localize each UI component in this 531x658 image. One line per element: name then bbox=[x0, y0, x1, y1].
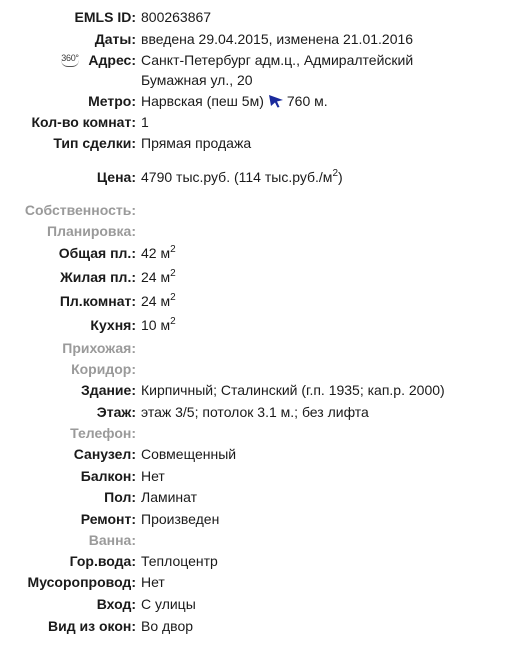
row-rooms-area bbox=[0, 291, 531, 311]
price-value bbox=[136, 167, 343, 187]
chute-label: Мусоропровод: bbox=[27, 574, 136, 590]
price-close: ) bbox=[338, 169, 343, 185]
entrance-label: Вход: bbox=[96, 596, 136, 612]
rooms-value: 1 bbox=[141, 114, 149, 130]
total-area-text: 42 м bbox=[141, 245, 171, 261]
row-deal-type bbox=[0, 133, 531, 153]
living-area-value bbox=[136, 267, 176, 287]
kitchen-sup: 2 bbox=[170, 316, 176, 327]
row-entrance bbox=[0, 594, 531, 614]
price-text: 4790 тыс.руб. (114 тыс.руб./м bbox=[141, 169, 333, 185]
total-area-label: Общая пл.: bbox=[58, 245, 136, 261]
cursor-arrow-icon[interactable] bbox=[268, 93, 284, 113]
bathroom-value: Совмещенный bbox=[141, 446, 237, 462]
hotwater-label: Гор.вода: bbox=[69, 553, 136, 569]
row-corridor bbox=[0, 359, 531, 379]
dates-label: Даты: bbox=[94, 31, 136, 47]
repair-value: Произведен bbox=[141, 511, 220, 527]
deal-type-value: Прямая продажа bbox=[141, 135, 252, 151]
metro-distance: 760 м. bbox=[286, 93, 328, 109]
pano-text: 360° bbox=[61, 53, 79, 63]
rooms-area-sup: 2 bbox=[170, 292, 176, 303]
living-area-sup: 2 bbox=[170, 268, 176, 279]
address-value bbox=[136, 50, 461, 90]
row-living-area bbox=[0, 267, 531, 287]
living-area-text: 24 м bbox=[141, 269, 171, 285]
metro-station: Нарвская (пеш 5м) bbox=[141, 93, 264, 109]
row-hall bbox=[0, 338, 531, 358]
dates-value: введена 29.04.2015, изменена 21.01.2016 bbox=[141, 31, 414, 47]
row-view bbox=[0, 616, 531, 636]
hotwater-value: Теплоцентр bbox=[141, 553, 218, 569]
floor-label: Этаж: bbox=[96, 404, 136, 420]
row-dates bbox=[0, 29, 531, 49]
ownership-label: Собственность: bbox=[24, 202, 136, 218]
row-chute bbox=[0, 572, 531, 592]
view-value: Во двор bbox=[141, 618, 194, 634]
layout-label: Планировка: bbox=[47, 223, 136, 239]
row-total-area bbox=[0, 243, 531, 263]
row-address bbox=[0, 50, 531, 90]
row-metro bbox=[0, 91, 531, 113]
row-layout bbox=[0, 221, 531, 241]
address-label: Адрес: bbox=[88, 52, 136, 68]
row-bathroom bbox=[0, 444, 531, 464]
row-floor bbox=[0, 402, 531, 422]
building-value: Кирпичный; Сталинский (г.п. 1935; кап.р. 2000) bbox=[141, 382, 445, 398]
rooms-area-value bbox=[136, 291, 176, 311]
row-ownership bbox=[0, 200, 531, 220]
chute-value: Нет bbox=[141, 574, 165, 590]
row-hotwater bbox=[0, 551, 531, 571]
row-price bbox=[0, 167, 531, 187]
address-line-2: Бумажная ул., 20 bbox=[141, 72, 253, 88]
row-bath bbox=[0, 530, 531, 550]
entrance-value: С улицы bbox=[141, 596, 196, 612]
row-phone bbox=[0, 423, 531, 443]
price-sup: 2 bbox=[332, 168, 338, 179]
rooms-label: Кол-во комнат: bbox=[31, 114, 136, 130]
view-label: Вид из окон: bbox=[48, 618, 136, 634]
phone-label: Телефон: bbox=[70, 425, 136, 441]
corridor-label: Коридор: bbox=[71, 361, 136, 377]
metro-label: Метро: bbox=[88, 93, 136, 109]
row-repair bbox=[0, 509, 531, 529]
total-area-value bbox=[136, 243, 176, 263]
row-balcony bbox=[0, 466, 531, 486]
repair-label: Ремонт: bbox=[80, 511, 136, 527]
hall-label: Прихожая: bbox=[62, 340, 136, 356]
address-line-1: Санкт-Петербург адм.ц., Адмиралтейский bbox=[141, 52, 414, 68]
row-building bbox=[0, 380, 531, 400]
flooring-value: Ламинат bbox=[141, 489, 198, 505]
floor-value: этаж 3/5; потолок 3.1 м.; без лифта bbox=[141, 404, 369, 420]
total-area-sup: 2 bbox=[170, 244, 176, 255]
balcony-value: Нет bbox=[141, 468, 165, 484]
row-rooms bbox=[0, 112, 531, 132]
rooms-area-label: Пл.комнат: bbox=[59, 293, 136, 309]
flooring-label: Пол: bbox=[104, 489, 136, 505]
building-label: Здание: bbox=[81, 382, 136, 398]
kitchen-label: Кухня: bbox=[90, 317, 136, 333]
deal-type-label: Тип сделки: bbox=[53, 135, 136, 151]
row-kitchen bbox=[0, 315, 531, 335]
living-area-label: Жилая пл.: bbox=[60, 269, 136, 285]
emls-id-label: EMLS ID: bbox=[74, 9, 136, 25]
metro-value bbox=[136, 91, 328, 113]
kitchen-text: 10 м bbox=[141, 317, 171, 333]
emls-id-value: 800263867 bbox=[141, 9, 212, 25]
balcony-label: Балкон: bbox=[80, 468, 136, 484]
rooms-area-text: 24 м bbox=[141, 293, 171, 309]
kitchen-value bbox=[136, 315, 176, 335]
row-emls-id bbox=[0, 7, 531, 27]
bath-label: Ванна: bbox=[88, 532, 136, 548]
price-label: Цена: bbox=[96, 169, 136, 185]
bathroom-label: Санузел: bbox=[73, 446, 136, 462]
row-flooring bbox=[0, 487, 531, 507]
